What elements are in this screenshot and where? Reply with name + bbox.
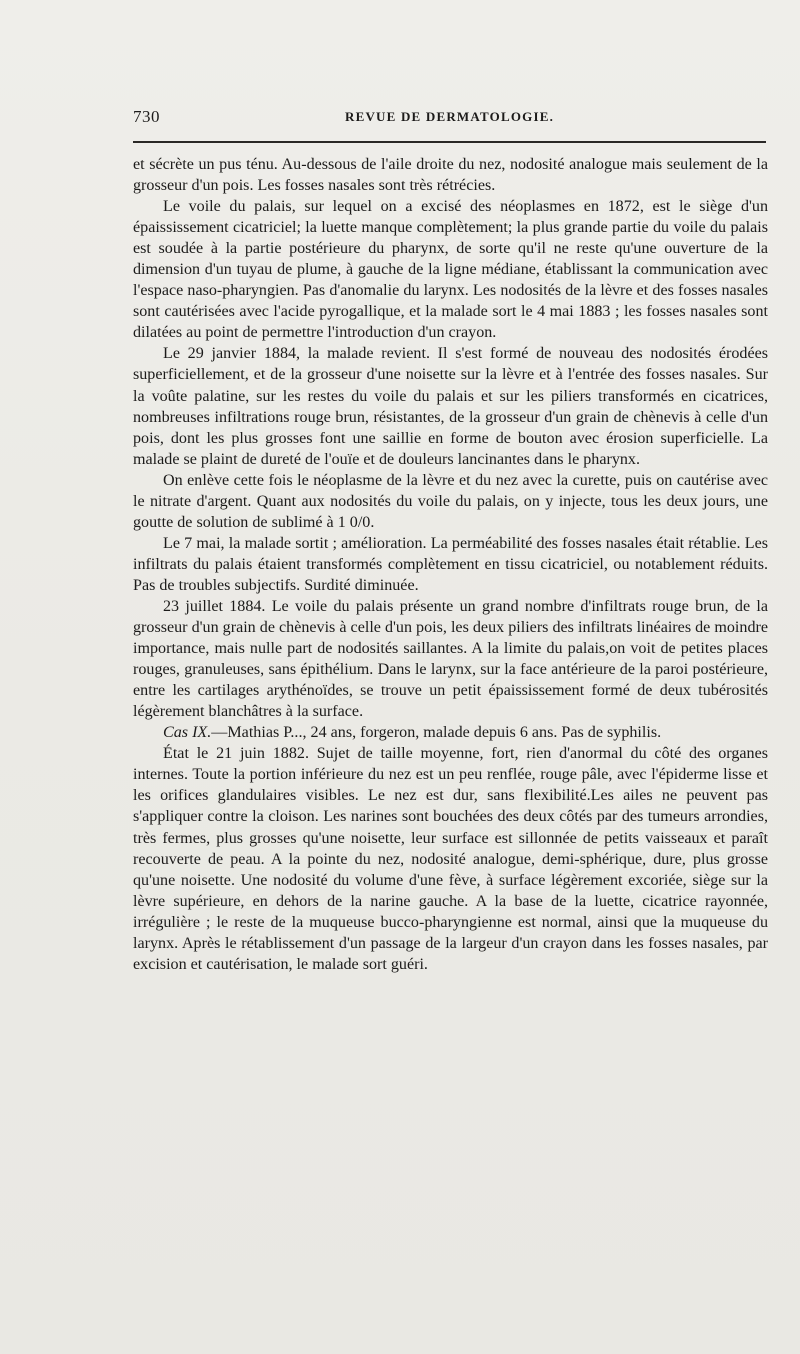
paragraph-etat-21-juin: État le 21 juin 1882. Sujet de taille moyenne, fort, rien d'anormal du côté des organes internes. Toute la portion inférieure du nez est un peu renflée, rouge pâle, avec l'épiderme lisse et les orifices glandulaires visibles. Le nez est dur, sans flexibilité.Les ailes ne peuvent pas s'appliquer contre la cloison. Les narines sont bouchées des deux côtés par des tumeurs arrondies, très fermes, plus grosses qu'une noisette, leur surface est sillonnée de petits vaisseaux et paraît recouverte de peau. A la pointe du nez, nodosité analogue, demi-sphérique, dure, plus grosse qu'une noisette. Une nodosité du volume d'une fève, à surface légèrement excoriée, siège sur la lèvre supérieure, en dehors de la narine gauche. A la base de la luette, cicatrice rayonnée, irrégulière ; le reste de la muqueuse bucco-pharyngienne est normal, ainsi que la muqueuse du larynx. Après le rétablissement d'un passage de la largeur d'un crayon dans les fosses nasales, par excision et cautérisation, le malade sort guéri. xyxy=(133,745,768,973)
case-text: —Mathias P..., 24 ans, forgeron, malade depuis 6 ans. Pas de syphilis. xyxy=(211,724,662,742)
running-title: REVUE DE DERMATOLOGIE. xyxy=(345,109,555,124)
paragraph-continuation: et sécrète un pus ténu. Au-dessous de l'aile droite du nez, nodosité analogue mais seulement de la grosseur d'un pois. Les fosses nasales sont très rétrécies. xyxy=(133,156,768,195)
case-label: Cas IX. xyxy=(163,724,212,742)
paragraph-7-mai: Le 7 mai, la malade sortit ; amélioration. La perméabilité des fosses nasales était rétablie. Les infiltrats du palais étaient transformés complètement en tissu cicatriciel, ou notablement réduits. Pas de troubles subjectifs. Surdité diminuée. xyxy=(133,534,768,594)
paragraph-case-heading xyxy=(133,722,768,743)
body-text xyxy=(133,154,768,975)
page-number: 730 xyxy=(133,107,160,126)
paragraph-29-janvier: Le 29 janvier 1884, la malade revient. Il s'est formé de nouveau des nodosités érodées superficiellement, et de la grosseur d'une noisette sur la lèvre et à l'entrée des fosses nasales. Sur la voûte palatine, sur les restes du voile du palais et sur les piliers transformés en cicatrices, nombreuses infiltrations rouge brun, résistantes, de la grosseur d'un grain de chènevis à celle d'un pois, dont les plus grosses font une saillie en forme de bouton avec érosion superficielle. La malade se plaint de dureté de l'ouïe et de douleurs lancinantes dans le pharynx. xyxy=(133,345,768,468)
paragraph-treatment: On enlève cette fois le néoplasme de la lèvre et du nez avec la curette, puis on cautérise avec le nitrate d'argent. Quant aux nodosités du voile du palais, on y injecte, tous les deux jours, une goutte de solution de sublimé à 1 0/0. xyxy=(133,471,768,531)
page-header xyxy=(133,107,766,131)
paragraph-23-juillet: 23 juillet 1884. Le voile du palais présente un grand nombre d'infiltrats rouge brun, de la grosseur d'un grain de chènevis à celle d'un pois, les deux piliers des infiltrats linéaires de moindre importance, mais nulle part de nodosités saillantes. A la limite du palais,on voit de petites places rouges, granuleuses, sans épithélium. Dans le larynx, sur la face antérieure de la paroi postérieure, entre les cartilages arythénoïdes, se trouve un petit épaississement formé de deux tubérosités légèrement blanchâtres à la surface. xyxy=(133,597,768,721)
paragraph-voile-du-palais: Le voile du palais, sur lequel on a excisé des néoplasmes en 1872, est le siège d'un épaississement cicatriciel; la luette manque complètement; la plus grande partie du voile du palais est soudée à la partie postérieure du pharynx, de sorte qu'il ne reste qu'une ouverture de la dimension d'un tuyau de plume, à gauche de la ligne médiane, établissant la communication avec l'espace naso-pharyngien. Pas d'anomalie du larynx. Les nodosités de la lèvre et des fosses nasales sont cautérisées avec l'acide pyrogallique, et la malade sort le 4 mai 1883 ; les fosses nasales sont dilatées au point de permettre l'introduction d'un crayon. xyxy=(133,198,768,342)
header-rule xyxy=(133,141,766,143)
